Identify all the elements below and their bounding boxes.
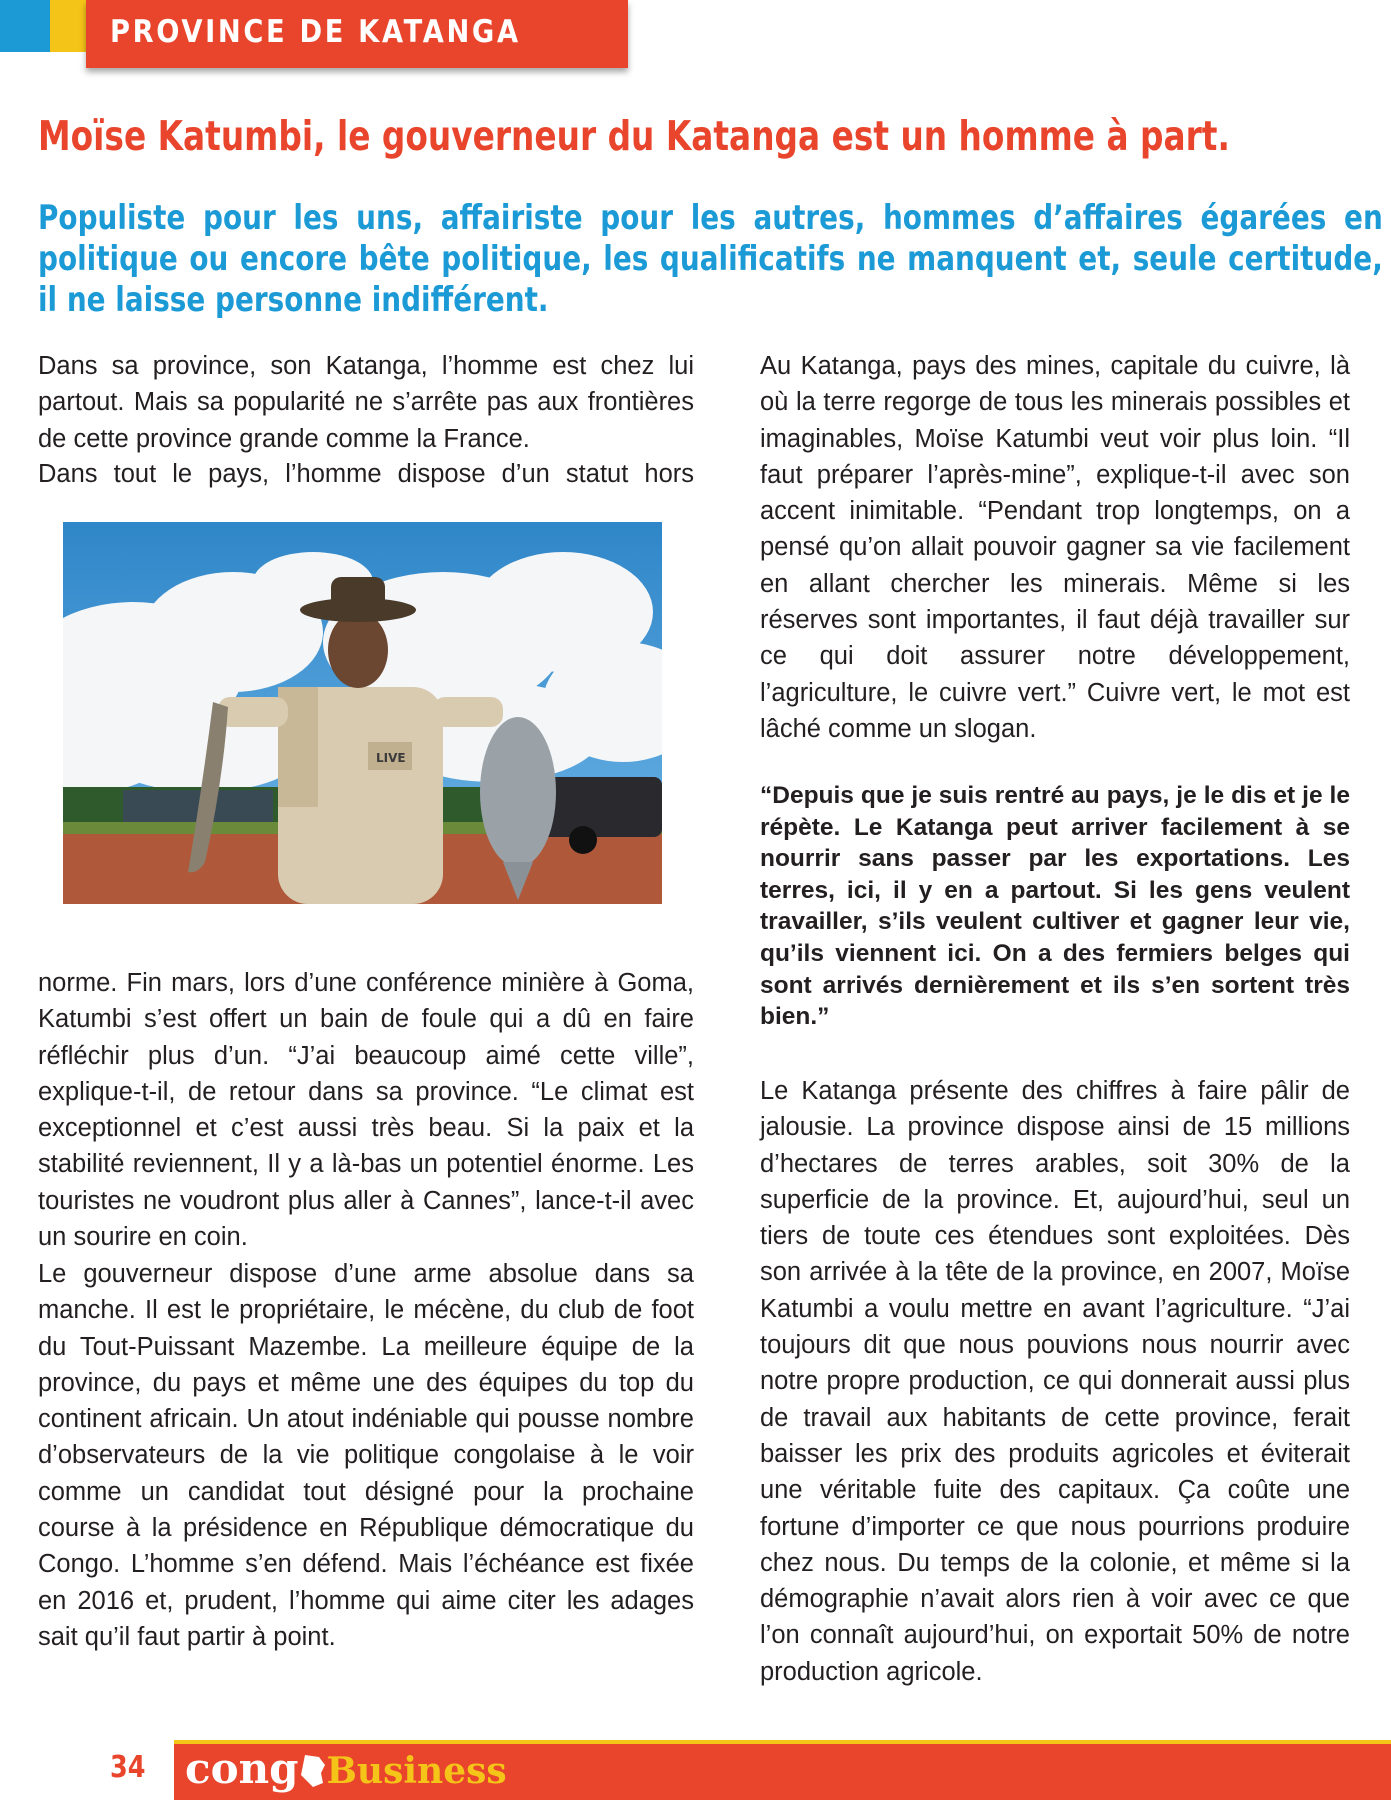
corner-stripe-yellow	[50, 0, 86, 52]
section-banner	[86, 0, 628, 68]
pull-quote: “Depuis que je suis rentré au pays, je le dis et je le répète. Le Katanga peut arriver facilement à se nourrir sans passer par les exportations. Les terres, ici, il y en a partout. Si les gens veulent travailler, s’ils veulent cultiver et gagner leur vie, qu’ils viennent ici. On a des fermiers belges qui sont arrivés dernièrement et ils s’en sortent très bien.”	[760, 782, 1350, 1031]
congo-map-icon	[299, 1750, 327, 1800]
left-paragraph-4: Le gouverneur dispose d’une arme absolue dans sa manche. Il est le propriétaire, le mécène, du club de foot du Tout-Puissant Mazembe. La meilleure équipe de la province, du pays et même une des équipes du top du continent africain. Un atout indéniable qui pousse nombre d’observateurs de la vie politique congolaise à le voir comme un candidat tout désigné pour la prochaine course à la présidence en République démocratique du Congo. L’homme s’en défend. Mais l’échéance est fixée en 2016 et, prudent, l’homme qui aime citer les adages sait qu’il faut partir à point.	[38, 1260, 694, 1651]
page-number: 34	[110, 1750, 146, 1785]
section-title: PROVINCE DE KATANGA	[110, 14, 521, 50]
right-paragraph-2: Le Katanga présente des chiffres à faire pâlir de jalousie. La province dispose ainsi de 15 millions d’hectares de terres arables, soit 30% de la superficie de la province. Et, aujourd’hui, seul un tiers de toute ces étendues sont exploitées. Dès son arrivée à la tête de la province, en 2007, Moïse Katumbi a voulu mettre en avant l’agriculture. “J’ai toujours dit que nous pouvions nous nourrir avec notre propre production, ce qui donnerait aussi plus de travail aux habitants de cette province, ferait baisser les prix des produits agricoles et éviterait une véritable fuite des capitaux. Ça coûte une fortune d’importer ce que nous pourrions produire chez nous. Du temps de la colonie, et même si la démographie n’avait alors rien à voir avec ce que l’on connaît aujourd’hui, on exportait 50% de notre production agricole.	[760, 1077, 1350, 1686]
left-paragraph-2: Dans tout le pays, l’homme dispose d’un statut hors	[38, 460, 694, 488]
shirt-label: LIVE	[376, 751, 406, 765]
article-deck: Populiste pour les uns, affairiste pour les autres, hommes d’affaires égarées en politique ou encore bête politique, les qualificatifs ne manquent et, seule certitude, il ne laisse personne indifférent.	[38, 198, 1383, 320]
brand-logo	[185, 1744, 507, 1800]
left-paragraph-1: Dans sa province, son Katanga, l’homme est chez lui partout. Mais sa popularité ne s’arrête pas aux frontières de cette province grande comme la France.	[38, 352, 694, 453]
article-headline: Moïse Katumbi, le gouverneur du Katanga est un homme à part.	[38, 112, 1230, 160]
left-paragraph-3: norme. Fin mars, lors d’une conférence minière à Goma, Katumbi s’est offert un bain de foule qui a dû en faire réfléchir plus d’un. “J’ai beaucoup aimé cette ville”, explique-t-il, de retour dans sa province. “Le climat est exceptionnel et c’est aussi très beau. Si la paix et la stabilité reviennent, Il y a là-bas un potentiel énorme. Les touristes ne voudront plus aller à Cannes”, lance-t-il avec un sourire en coin.	[38, 969, 694, 1252]
corner-stripe-blue	[0, 0, 50, 52]
article-photo	[63, 522, 662, 904]
brand-logo-part2: Business	[326, 1750, 507, 1792]
brand-logo-part1: cong	[185, 1744, 299, 1793]
right-paragraph-1: Au Katanga, pays des mines, capitale du cuivre, là où la terre regorge de tous les minerais possibles et imaginables, Moïse Katumbi veut voir plus loin. “Il faut préparer l’après-mine”, explique-t-il avec son accent inimitable. “Pendant trop longtemps, on a pensé qu’on allait pouvoir gagner sa vie facilement en allant chercher les minerais. Même si les réserves sont importantes, il faut déjà travailler sur ce qui doit assurer notre développement, l’agriculture, le cuivre vert.” Cuivre vert, le mot est lâché comme un slogan.	[760, 352, 1350, 743]
